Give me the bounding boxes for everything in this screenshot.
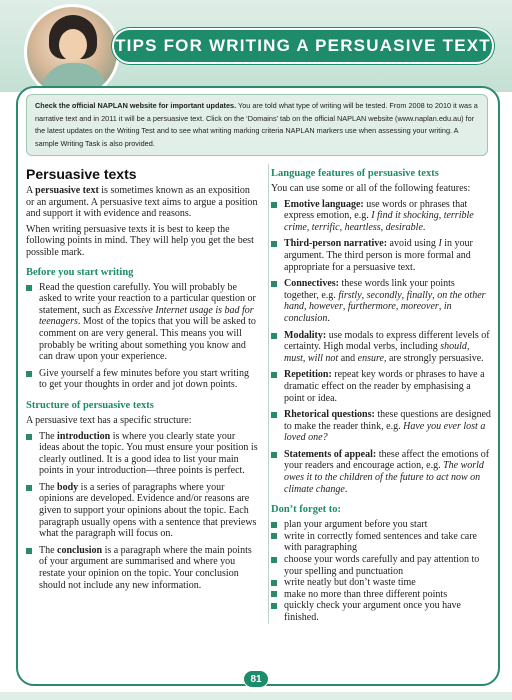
features-heading: Language features of persuasive texts — [271, 168, 439, 179]
photo-face — [59, 29, 87, 61]
list-item: Statements of appeal: these affect the emotions of your readers and encourage action, e.g. The world owes it to the children of the future to act now on climate change. — [271, 449, 492, 495]
bullet-square-icon — [271, 452, 277, 458]
notice-box — [26, 94, 488, 156]
bullet-square-icon — [271, 412, 277, 418]
bullet-square-icon — [271, 591, 277, 597]
bullet-square-icon — [26, 434, 32, 440]
features-intro: You can use some or all of the following features: — [271, 183, 471, 194]
list-item: write neatly but don’t waste time — [271, 577, 492, 589]
bullet-square-icon — [26, 371, 32, 377]
bullet-square-icon — [271, 372, 277, 378]
features-list — [271, 199, 492, 496]
before-heading: Before you start writing — [26, 266, 134, 278]
notice-lead: Check the official NAPLAN website for important updates. — [35, 101, 237, 110]
bullet-square-icon — [26, 548, 32, 554]
bullet-square-icon — [271, 202, 277, 208]
structure-list — [26, 431, 258, 592]
dont-forget-list — [271, 519, 492, 623]
title-banner — [112, 28, 494, 64]
structure-heading: Structure of persuasive texts — [26, 399, 154, 411]
bullet-square-icon — [26, 485, 32, 491]
structure-intro: A persuasive text has a specific structure: — [26, 414, 192, 426]
list-item: plan your argument before you start — [271, 519, 492, 531]
list-item: Give yourself a few minutes before you start writing to get your thoughts in order and jot down points. — [26, 368, 258, 391]
list-item: The introduction is where you clearly state your ideas about the topic. You must ensure your position is clearly outlined. It is a good idea to list your main points in your introduction—three points is perfect. — [26, 431, 258, 477]
right-column — [268, 164, 492, 624]
intro-paragraph-1: A persuasive text is sometimes known as an exposition or an argument. A persuasive text aims to argue a position and support it with evidence and reasons. — [26, 185, 258, 220]
list-item: Read the question carefully. You will probably be asked to write your reaction to a particular question or statement, such as Excessive Internet usage is bad for teenagers. Most of the topics that you will be asked to comment on are very general. This means you will probably be writing about something you know and can draw upon your experience. — [26, 282, 258, 363]
bullet-square-icon — [271, 557, 277, 563]
list-item: make no more than three different points — [271, 589, 492, 601]
page-title: TIPS FOR WRITING A PERSUASIVE TEXT — [115, 36, 491, 55]
intro-paragraph-2: When writing persuasive texts it is best to keep the following points in mind. They will help you get the best possible mark. — [26, 223, 254, 258]
bullet-square-icon — [271, 333, 277, 339]
list-item: Modality: use modals to express different levels of certainty. High modal verbs, including should, must, will not and ensure, are strongly persuasive. — [271, 330, 492, 365]
bullet-square-icon — [271, 241, 277, 247]
dont-forget-heading: Don’t forget to: — [271, 504, 341, 516]
list-item: choose your words carefully and pay attention to your spelling and punctuation — [271, 554, 492, 577]
persuasive-texts-heading: Persuasive texts — [26, 166, 137, 182]
page-number: 81 — [243, 670, 269, 688]
list-item: write in correctly fomed sentences and take care with paragraphing — [271, 531, 492, 554]
bullet-square-icon — [271, 603, 277, 609]
list-item: Connectives: these words link your points together, e.g. firstly, secondly, finally, on the other hand, however, furthermore, moreover, in conclusion. — [271, 278, 492, 324]
bullet-square-icon — [271, 580, 277, 586]
list-item: Rhetorical questions: these questions are designed to make the reader think, e.g. Have you ever lost a loved one? — [271, 409, 492, 444]
before-list — [26, 282, 258, 391]
list-item: The conclusion is a paragraph where the main points of your argument are summarised and where you restate your opinion on the topic. Your conclusion should not include any new information. — [26, 545, 258, 591]
bullet-square-icon — [271, 522, 277, 528]
left-column — [26, 164, 258, 596]
list-item: Third-person narrative: avoid using I in your argument. The third person is more formal and appropriate for a persuasive text. — [271, 238, 492, 273]
bullet-square-icon — [26, 285, 32, 291]
list-item: quickly check your argument once you have finished. — [271, 600, 492, 623]
list-item: The body is a series of paragraphs where your opinions are developed. Evidence and/or reasons are given to support your opinions about the topic. Each paragraph usually opens with a sentence that previews what the paragraph will focus on. — [26, 482, 258, 540]
bottom-strip — [0, 692, 512, 700]
bullet-square-icon — [271, 281, 277, 287]
bullet-square-icon — [271, 533, 277, 539]
list-item: Emotive language: use words or phrases that express emotion, e.g. I find it shocking, terrible crime, terrific, heartless, desirable. — [271, 199, 492, 234]
notice-body: You are told what type of writing will be tested. From 2008 to 2010 it was a narrative text and in 2011 it will be a persuasive text. Click on the ‘Domains’ tab on the official NAPLAN website (www.naplan.edu.au) for the latest updates on the Writing Test and to see what writing marking criteria NAPLAN markers use when assessing your writing. A sample Writing Task is also provided. — [35, 101, 478, 148]
list-item: Repetition: repeat key words or phrases to have a dramatic effect on the reader by emphasising a point or idea. — [271, 369, 492, 404]
